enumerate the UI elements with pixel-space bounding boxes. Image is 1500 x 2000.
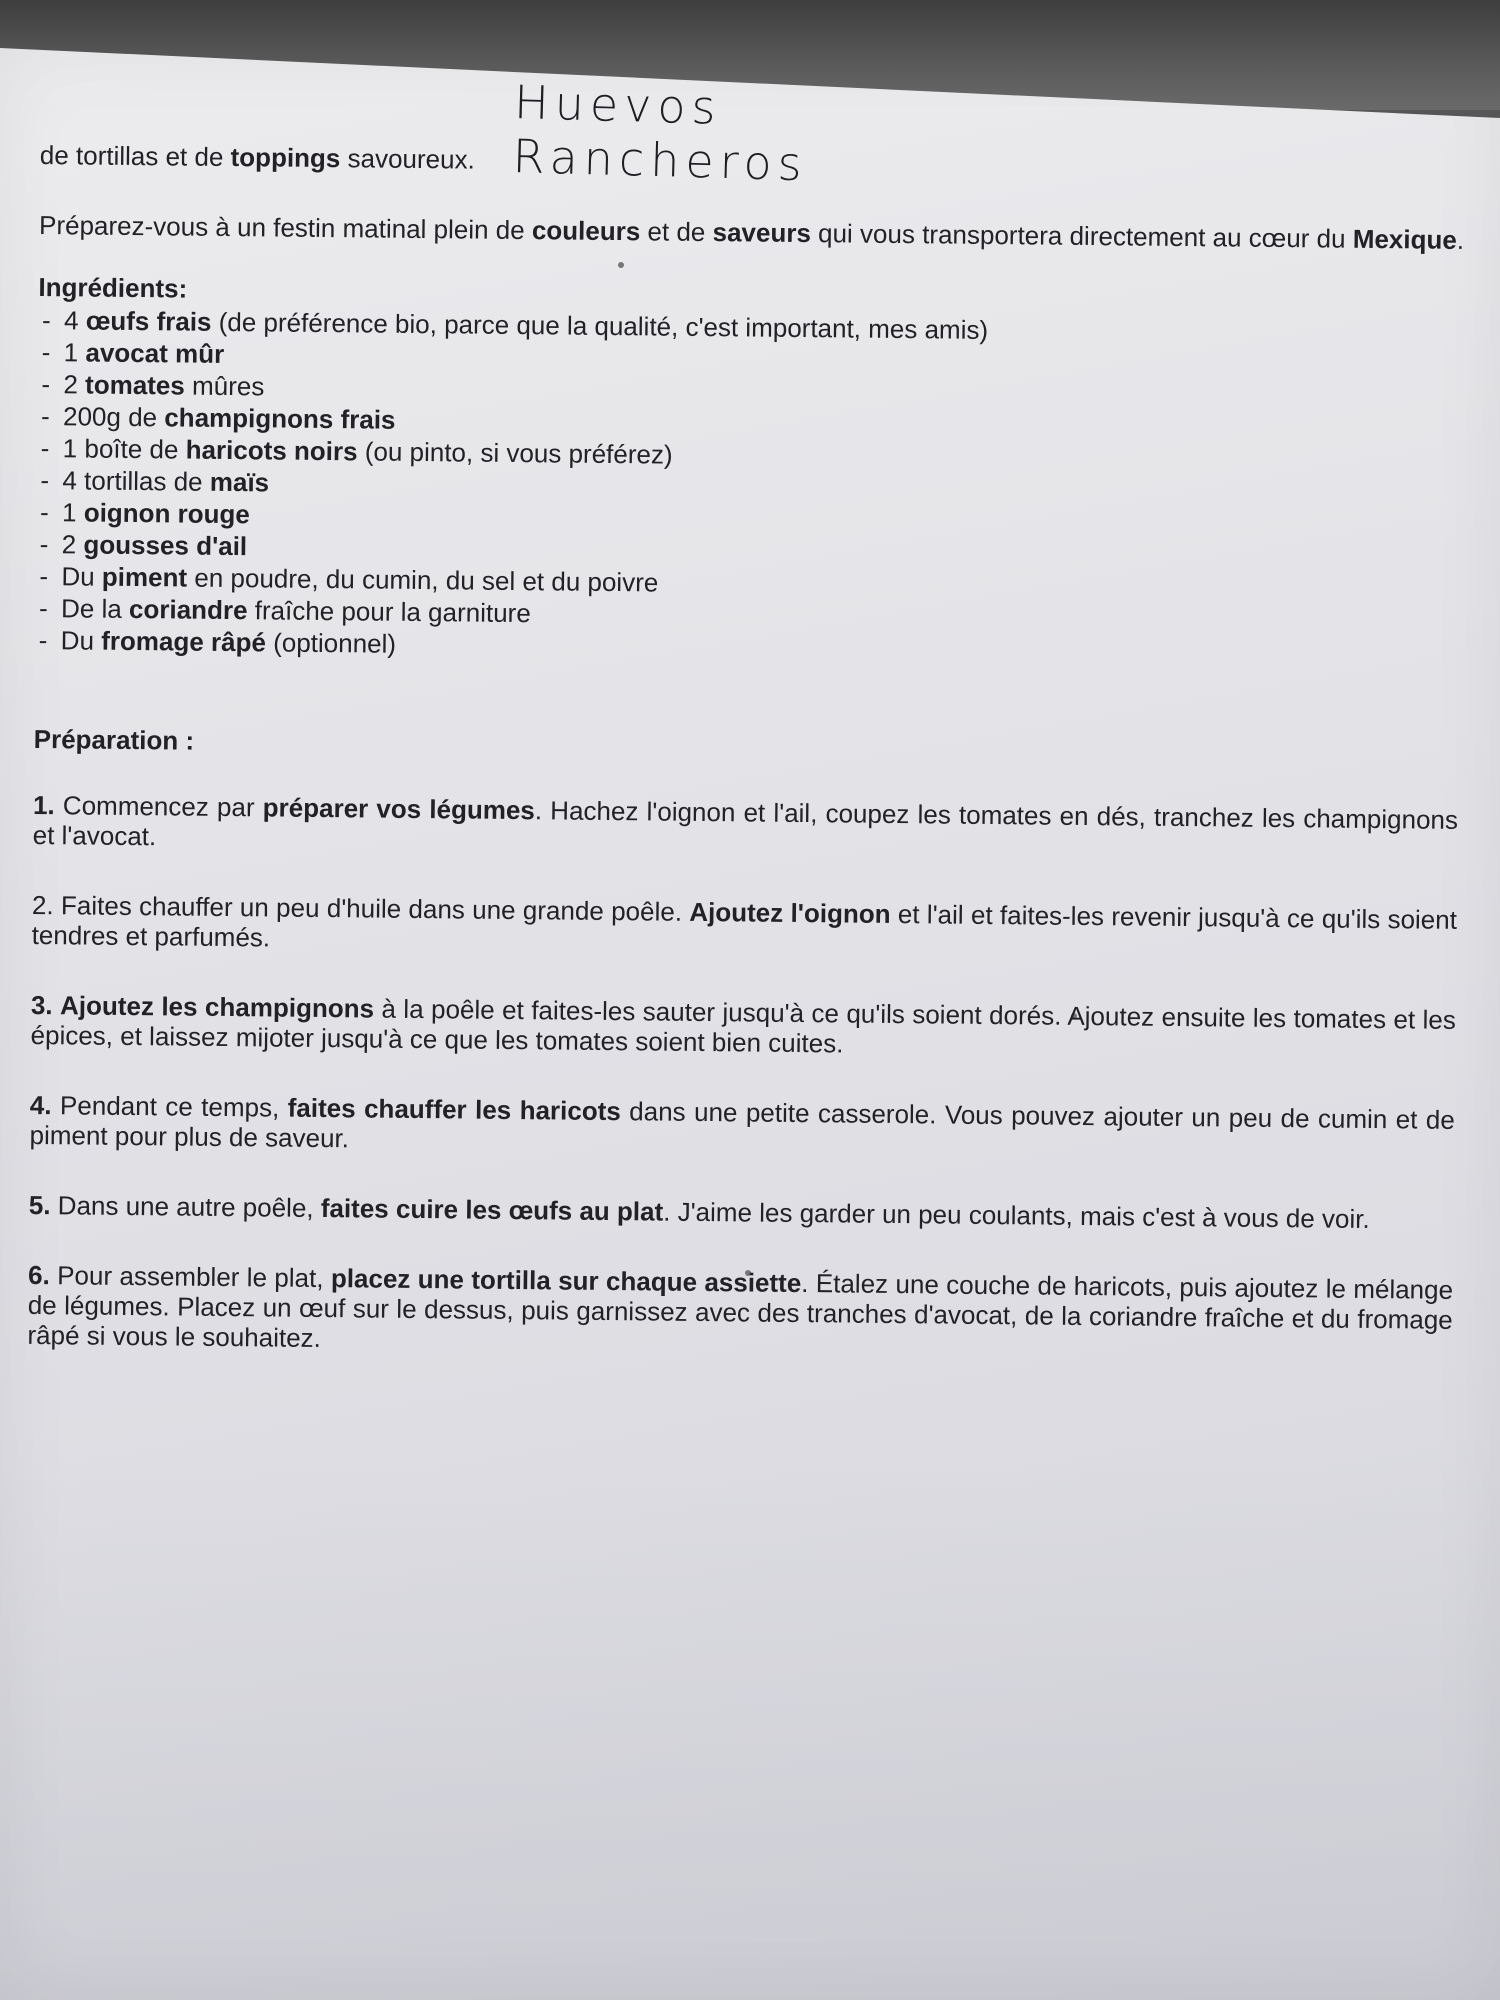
preparation-step-5: 5. Dans une autre poêle, faites cuire les œufs au plat. J'aime les garder un peu coulants, mais c'est à vous de voir. xyxy=(28,1189,1370,1234)
list-item: - 2 tomates mûres xyxy=(41,369,265,402)
ingredients-heading: Ingrédients: xyxy=(38,271,188,304)
preparation-step-4: 4. Pendant ce temps, faites chauffer les haricots dans une petite casserole. Vous pouvez ajouter un peu de cumin et de piment pour plus de saveur. xyxy=(29,1089,1455,1154)
list-item: - 200g de champignons frais xyxy=(40,401,396,435)
intro-line-1: de tortillas et de toppings savoureux. xyxy=(39,140,475,175)
preparation-step-2: 2. Faites chauffer un peu d'huile dans une grande poêle. Ajoutez l'oignon et l'ail et faites-les revenir jusqu'à ce qu'ils soient tendres et parfumés. xyxy=(31,889,1458,953)
list-item: - 4 tortillas de maïs xyxy=(40,465,270,498)
list-item: - 4 œufs frais (de préférence bio, parce que la qualité, c'est important, mes amis) xyxy=(41,305,989,345)
list-item: - Du fromage râpé (optionnel) xyxy=(38,625,397,659)
list-item: - 1 boîte de haricots noirs (ou pinto, si vous préférez) xyxy=(40,433,673,470)
preparation-step-6: 6. Pour assembler le plat, placez une tortilla sur chaque assiette. Étalez une couche de haricots, puis ajoutez le mélange de légumes. Placez un œuf sur le dessus, puis garnissez avec des tranches d'avocat, de la coriandre fraîche et du fromage râpé si vous le souhaitez. xyxy=(27,1259,1454,1354)
intro-line-2: Préparez-vous à un festin matinal plein de couleurs et de saveurs qui vous transportera directement au cœur du Mexique. xyxy=(38,209,1465,255)
list-item: - 1 oignon rouge xyxy=(39,497,251,530)
preparation-heading: Préparation : xyxy=(33,723,195,756)
list-item: - Du piment en poudre, du cumin, du sel et du poivre xyxy=(39,561,659,598)
preparation-step-3: 3. Ajoutez les champignons à la poêle et faites-les sauter jusqu'à ce qu'ils soient dorés. Ajoutez ensuite les tomates et les épices, et laissez mijoter jusqu'à ce que les tomates soient bien cuites. xyxy=(30,989,1457,1059)
ingredients-list xyxy=(35,304,1464,671)
paper-shadow xyxy=(0,1450,1500,2000)
list-item: - De la coriandre fraîche pour la garniture xyxy=(38,593,531,629)
recipe-content xyxy=(27,140,1465,1405)
list-item: - 1 avocat mûr xyxy=(41,337,225,369)
handwritten-title: Huevos Rancheros xyxy=(511,75,809,192)
list-item: - 2 gousses d'ail xyxy=(39,529,248,562)
preparation-step-1: 1. Commencez par préparer vos légumes. Hachez l'oignon et l'ail, coupez les tomates en dés, tranchez les champignons et l'avocat. xyxy=(32,789,1459,852)
